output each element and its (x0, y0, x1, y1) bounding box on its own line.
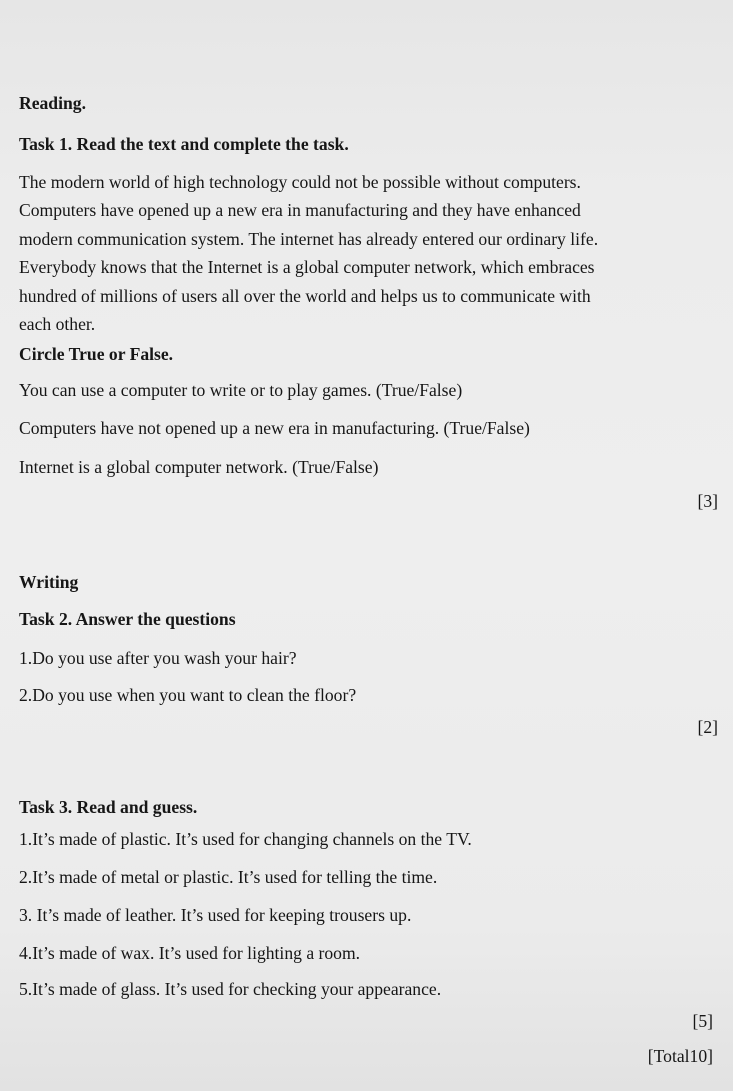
passage-line: modern communication system. The internet has already entered our ordinary life. (19, 228, 599, 249)
guess-item: 3. It’s made of leather. It’s used for keeping trousers up. (19, 905, 412, 925)
guess-item: 5.It’s made of glass. It’s used for checking your appearance. (19, 979, 442, 999)
writing-heading: Writing (19, 572, 79, 592)
passage-line: each other. (19, 314, 96, 335)
passage-line: hundred of millions of users all over the world and helps us to communicate with (19, 285, 591, 306)
question-item: 2.Do you use when you want to clean the floor? (19, 685, 357, 705)
total-score: [Total10] (647, 1046, 713, 1066)
question-item: 1.Do you use after you wash your hair? (19, 648, 297, 668)
task3-score: [5] (692, 1011, 713, 1031)
passage-line: The modern world of high technology could not be possible without computers. (19, 172, 581, 192)
guess-item: 4.It’s made of wax. It’s used for lighting a room. (19, 943, 361, 963)
reading-score: [3] (697, 491, 718, 511)
task3-title: Task 3. Read and guess. (19, 797, 198, 817)
true-false-statement: Computers have not opened up a new era in manufacturing. (True/False) (19, 418, 530, 438)
passage-line: Computers have opened up a new era in manufacturing and they have enhanced (19, 200, 581, 221)
true-false-statement: You can use a computer to write or to play games. (True/False) (19, 380, 463, 400)
passage-line: Everybody knows that the Internet is a global computer network, which embraces (19, 257, 595, 278)
task2-title: Task 2. Answer the questions (19, 609, 236, 629)
guess-item: 1.It’s made of plastic. It’s used for changing channels on the TV. (19, 829, 472, 849)
reading-passage (19, 168, 719, 338)
true-false-statement: Internet is a global computer network. (True/False) (19, 457, 379, 477)
task1-title: Task 1. Read the text and complete the task. (19, 134, 349, 154)
guess-item: 2.It’s made of metal or plastic. It’s used for telling the time. (19, 867, 438, 887)
writing-score: [2] (697, 717, 718, 737)
circle-instruction: Circle True or False. (19, 344, 174, 364)
reading-heading: Reading. (19, 93, 86, 113)
